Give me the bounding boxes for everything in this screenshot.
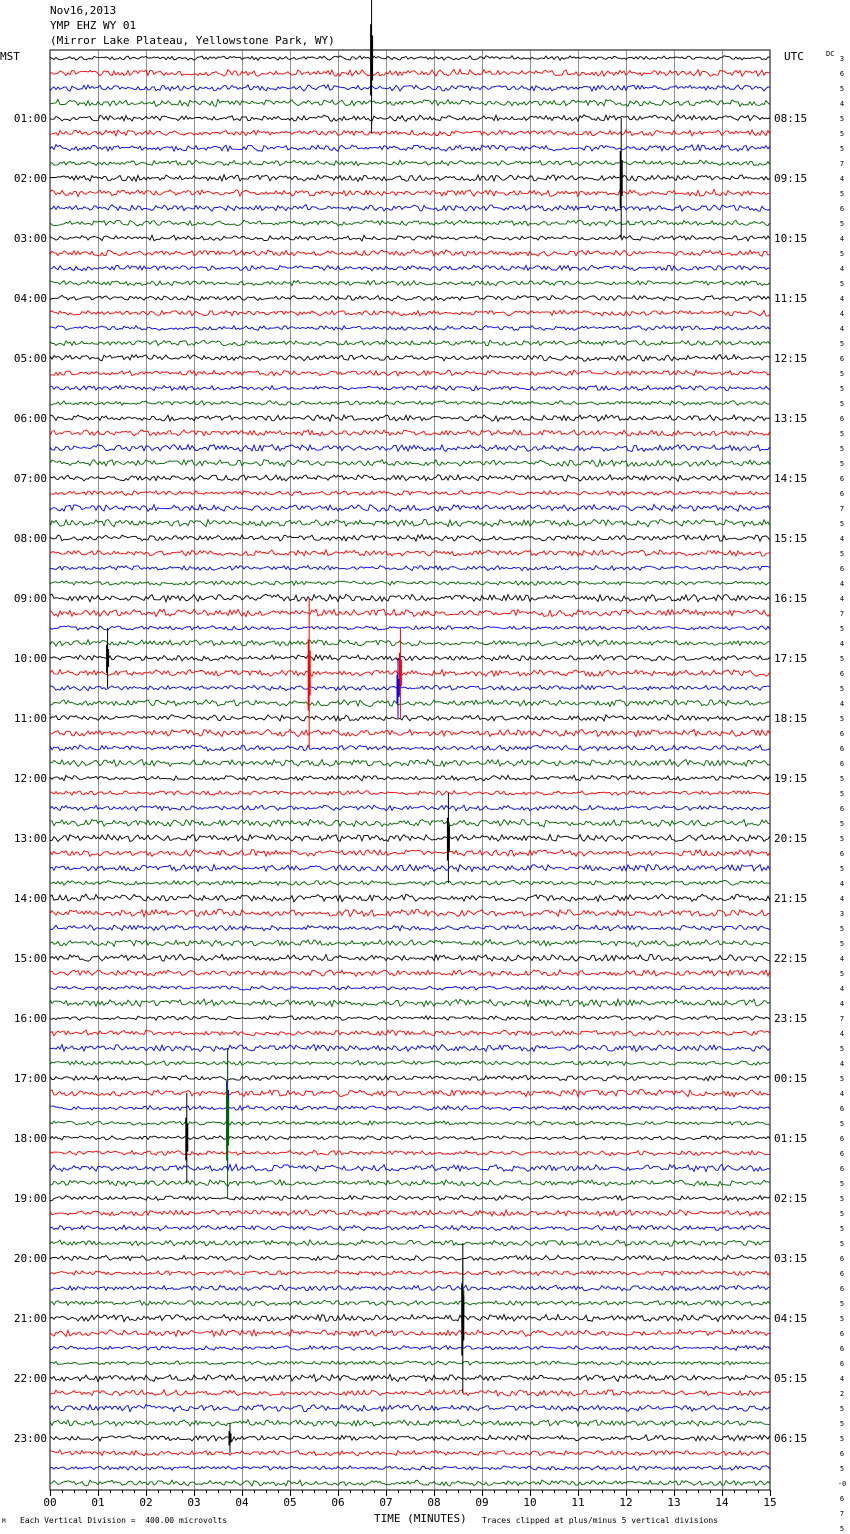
dc-offset-label: 4 <box>839 880 845 888</box>
utc-hour-label: 22:15 <box>774 952 808 965</box>
utc-hour-label: 21:15 <box>774 892 808 905</box>
seismic-trace <box>50 700 770 707</box>
seismic-trace <box>50 190 770 197</box>
dc-offset-label: 6 <box>839 760 845 768</box>
dc-offset-label: 5 <box>839 550 845 558</box>
seismic-trace <box>50 1374 770 1381</box>
seismic-trace <box>50 1285 770 1291</box>
dc-offset-label: 4 <box>839 310 845 318</box>
dc-offset-label: 5 <box>839 790 845 798</box>
dc-offset-label: 5 <box>839 85 845 93</box>
seismic-trace <box>50 970 770 977</box>
seismic-trace <box>50 56 770 61</box>
x-tick-label: 09 <box>475 1496 489 1509</box>
seismic-trace <box>50 1089 770 1096</box>
dc-offset-label: 4 <box>839 1090 845 1098</box>
dc-offset-label: 5 <box>839 220 845 228</box>
seismic-trace <box>50 880 770 885</box>
dc-offset-label: 4 <box>839 1000 845 1008</box>
dc-offset-label: 6 <box>839 490 845 498</box>
seismic-trace <box>50 1180 770 1186</box>
trace-layer <box>50 56 770 1486</box>
dc-offset-label: 5 <box>839 280 845 288</box>
utc-hour-label: 10:15 <box>774 232 808 245</box>
seismic-trace <box>50 805 770 811</box>
dc-offset-label: 5 <box>839 430 845 438</box>
seismic-trace <box>50 894 770 902</box>
dc-offset-label: 7 <box>839 1015 845 1023</box>
dc-offset-label: 5 <box>839 1225 845 1233</box>
seismic-trace <box>50 1361 770 1365</box>
seismic-trace <box>50 340 770 346</box>
dc-offset-label: 5 <box>839 865 845 873</box>
mst-hour-label: 07:00 <box>13 472 47 485</box>
dc-offset-label: 6 <box>839 850 845 858</box>
mst-hour-label: 18:00 <box>13 1132 47 1145</box>
seismic-trace <box>50 265 770 271</box>
dc-offset-label: 6 <box>839 1135 845 1143</box>
seismic-trace <box>50 280 770 285</box>
dc-offset-label: 6 <box>839 1285 845 1293</box>
dc-offset-label: 5 <box>839 1525 845 1533</box>
seismic-trace <box>50 99 770 106</box>
seismic-trace <box>50 535 770 542</box>
dc-offset-label: 5 <box>839 370 845 378</box>
x-tick-label: 11 <box>571 1496 585 1509</box>
dc-offset-label: 5 <box>839 460 845 468</box>
dc-offset-label: 5 <box>839 145 845 153</box>
dc-offset-label: 6 <box>839 730 845 738</box>
seismic-trace <box>50 205 770 212</box>
seismic-trace <box>50 925 770 931</box>
seismic-trace <box>50 130 770 136</box>
dc-offset-label: 5 <box>839 775 845 783</box>
seismic-trace <box>50 445 770 452</box>
utc-hour-label: 23:15 <box>774 1012 808 1025</box>
dc-offset-label: 7 <box>839 1510 845 1518</box>
mst-hour-label: 10:00 <box>13 652 47 665</box>
utc-hour-label: 13:15 <box>774 412 808 425</box>
utc-hour-label: 20:15 <box>774 832 808 845</box>
dc-offset-label: 4 <box>839 1060 845 1068</box>
seismic-trace <box>50 1346 770 1351</box>
axis-layer <box>43 1490 776 1509</box>
dc-offset-label: 4 <box>839 640 845 648</box>
header-station: YMP EHZ WY 01 <box>50 19 137 32</box>
seismic-trace <box>50 250 770 257</box>
seismic-trace <box>50 310 770 316</box>
mst-hour-label: 22:00 <box>13 1372 47 1385</box>
dc-offset-label: 5 <box>839 1195 845 1203</box>
mst-hour-label: 02:00 <box>13 172 47 185</box>
seismic-trace <box>50 1016 770 1021</box>
seismic-trace <box>50 626 770 630</box>
dc-offset-label: 4 <box>839 700 845 708</box>
seismic-trace <box>50 670 770 677</box>
x-tick-label: 04 <box>235 1496 249 1509</box>
scale-note: Each Vertical Division = 400.00 microvolts <box>20 1516 228 1525</box>
seismic-trace <box>50 1195 770 1200</box>
dc-offset-label: 4 <box>839 580 845 588</box>
seismic-trace <box>50 370 770 376</box>
seismic-trace <box>50 386 770 391</box>
seismic-trace <box>50 1435 770 1441</box>
seismic-trace <box>50 715 770 721</box>
dc-offset-label: 5 <box>839 1180 845 1188</box>
seismic-trace <box>50 220 770 226</box>
seismic-trace <box>50 1045 770 1052</box>
dc-offset-label: 6 <box>839 1450 845 1458</box>
utc-hour-label: 04:15 <box>774 1312 808 1325</box>
seismic-trace <box>50 1150 770 1155</box>
dc-offset-label: 4 <box>839 895 845 903</box>
seismic-trace <box>50 745 770 751</box>
seismic-trace <box>50 1390 770 1396</box>
mst-hour-label: 03:00 <box>13 232 47 245</box>
seismic-trace <box>50 685 770 691</box>
seismic-trace <box>50 1106 770 1111</box>
seismic-trace <box>50 145 770 152</box>
x-tick-label: 05 <box>283 1496 297 1509</box>
seismic-trace <box>50 1255 770 1260</box>
dc-offset-label: 5 <box>839 925 845 933</box>
dc-offset-label: 4 <box>839 175 845 183</box>
mst-zone-label: MST <box>0 50 20 63</box>
dc-offset-label: 6 <box>839 205 845 213</box>
dc-offset-label: 7 <box>839 610 845 618</box>
dc-offset-label: 6 <box>839 745 845 753</box>
dc-offset-label: 6 <box>839 1495 845 1503</box>
dc-offset-label: 5 <box>839 445 845 453</box>
seismic-trace <box>50 1136 770 1141</box>
dc-offset-label: 6 <box>839 1165 845 1173</box>
seismic-trace <box>50 609 770 616</box>
seismic-trace <box>50 986 770 990</box>
dc-offset-label: 5 <box>839 625 845 633</box>
utc-hour-label: 01:15 <box>774 1132 808 1145</box>
seismic-trace <box>50 1315 770 1322</box>
event-spike <box>229 1423 231 1453</box>
plot-frame <box>50 50 770 1490</box>
x-tick-label: 02 <box>139 1496 153 1509</box>
utc-hour-label: 17:15 <box>774 652 808 665</box>
mst-hour-label: 08:00 <box>13 532 47 545</box>
dc-offset-label: 5 <box>839 1240 845 1248</box>
dc-offset-label: 5 <box>839 520 845 528</box>
seismic-trace <box>50 430 770 436</box>
dc-offset-label: 6 <box>839 1330 845 1338</box>
mst-hour-label: 20:00 <box>13 1252 47 1265</box>
x-tick-label: 12 <box>619 1496 633 1509</box>
seismic-trace <box>50 1466 770 1471</box>
utc-hour-label: 08:15 <box>774 112 808 125</box>
dc-offset-label: 6 <box>839 475 845 483</box>
x-tick-label: 08 <box>427 1496 441 1509</box>
seismic-trace <box>50 115 770 122</box>
mst-hour-label: 11:00 <box>13 712 47 725</box>
mst-hour-label: 23:00 <box>13 1432 47 1445</box>
dc-offset-label: 6 <box>839 355 845 363</box>
seismic-trace <box>50 594 770 602</box>
x-axis-title: TIME (MINUTES) <box>374 1512 467 1525</box>
utc-hour-label: 12:15 <box>774 352 808 365</box>
seismic-trace <box>50 295 770 300</box>
seismic-trace <box>50 640 770 646</box>
dc-offset-label: 4 <box>839 985 845 993</box>
dc-offset-label: 4 <box>839 100 845 108</box>
seismic-trace <box>50 326 770 331</box>
dc-offset-label: 5 <box>839 1315 845 1323</box>
event-spike <box>371 0 373 133</box>
dc-offset-label: 6 <box>839 670 845 678</box>
seismic-trace <box>50 550 770 556</box>
utc-zone-label: UTC <box>784 50 804 63</box>
utc-hour-label: 14:15 <box>774 472 808 485</box>
event-spike <box>227 1048 229 1198</box>
dc-offset-label: 2 <box>839 1390 845 1398</box>
dc-offset-label: 7 <box>839 505 845 513</box>
utc-hour-label: 19:15 <box>774 772 808 785</box>
corner-mark: M <box>2 1518 6 1525</box>
utc-hour-label: 16:15 <box>774 592 808 605</box>
dc-offset-label: 6 <box>839 415 845 423</box>
seismic-trace <box>50 1164 770 1171</box>
seismic-trace <box>50 1061 770 1066</box>
utc-hour-label: 18:15 <box>774 712 808 725</box>
x-tick-label: 15 <box>763 1496 777 1509</box>
x-tick-label: 03 <box>187 1496 201 1509</box>
dc-offset-label: 5 <box>839 250 845 258</box>
dc-offset-label: 4 <box>839 295 845 303</box>
seismic-trace <box>50 504 770 511</box>
dc-offset-label: 5 <box>839 1465 845 1473</box>
dc-offset-label: 6 <box>839 805 845 813</box>
seismic-trace <box>50 655 770 661</box>
seismic-trace <box>50 909 770 916</box>
dc-offset-label: 6 <box>839 1345 845 1353</box>
event-spike <box>620 118 622 238</box>
x-tick-label: 01 <box>91 1496 105 1509</box>
seismic-trace <box>50 791 770 796</box>
dc-offset-label: 5 <box>839 1120 845 1128</box>
mst-hour-label: 17:00 <box>13 1072 47 1085</box>
mst-hour-label: 09:00 <box>13 592 47 605</box>
seismic-trace <box>50 954 770 961</box>
x-tick-label: 00 <box>43 1496 57 1509</box>
dc-offset-label: 5 <box>839 130 845 138</box>
seismic-trace <box>50 940 770 947</box>
utc-hour-label: 00:15 <box>774 1072 808 1085</box>
seismic-trace <box>50 1271 770 1276</box>
utc-hour-label: 05:15 <box>774 1372 808 1385</box>
dc-offset-label: 5 <box>839 1045 845 1053</box>
utc-hour-label: 06:15 <box>774 1432 808 1445</box>
dc-offset-label: 5 <box>839 340 845 348</box>
dc-offset-label: 6 <box>839 1360 845 1368</box>
mst-hour-label: 21:00 <box>13 1312 47 1325</box>
dc-offset-label: 7 <box>839 160 845 168</box>
dc-offset-label: 6 <box>839 1270 845 1278</box>
x-tick-label: 14 <box>715 1496 729 1509</box>
dc-offset-label: 5 <box>839 1435 845 1443</box>
seismic-trace <box>50 1450 770 1456</box>
dc-offset-label: 4 <box>839 955 845 963</box>
seismic-trace <box>50 1480 770 1486</box>
seismic-trace <box>50 819 770 826</box>
dc-offset-label: 5 <box>839 1405 845 1413</box>
dc-offset-label: 5 <box>839 715 845 723</box>
seismic-trace <box>50 729 770 736</box>
clip-note: Traces clipped at plus/minus 5 vertical divisions <box>482 1516 719 1525</box>
dc-offset-label: 4 <box>839 1375 845 1383</box>
seismic-trace <box>50 865 770 872</box>
seismic-trace <box>50 235 770 241</box>
mst-hour-label: 15:00 <box>13 952 47 965</box>
dc-label: DC <box>826 50 835 58</box>
event-spike <box>107 628 109 688</box>
dc-offset-label: 5 <box>839 1210 845 1218</box>
dc-offset-label: 5 <box>839 655 845 663</box>
dc-offset-label: -0 <box>837 1480 847 1488</box>
dc-offset-label: 4 <box>839 265 845 273</box>
mst-hour-label: 04:00 <box>13 292 47 305</box>
event-spike <box>462 1243 464 1393</box>
dc-offset-label: 5 <box>839 970 845 978</box>
grid-layer <box>50 50 770 1490</box>
seismic-trace <box>50 475 770 482</box>
utc-hour-label: 11:15 <box>774 292 808 305</box>
utc-hour-label: 03:15 <box>774 1252 808 1265</box>
seismic-trace <box>50 1330 770 1337</box>
dc-offset-label: 3 <box>839 910 845 918</box>
seismic-trace <box>50 355 770 362</box>
header-location: (Mirror Lake Plateau, Yellowstone Park, WY) <box>50 34 335 47</box>
x-tick-label: 13 <box>667 1496 681 1509</box>
mst-hour-label: 01:00 <box>13 112 47 125</box>
dc-offset-label: 6 <box>839 1255 845 1263</box>
dc-offset-label: 4 <box>839 535 845 543</box>
mst-hour-label: 06:00 <box>13 412 47 425</box>
seismic-trace <box>50 566 770 571</box>
seismic-trace <box>50 1210 770 1216</box>
seismic-trace <box>50 775 770 780</box>
seismic-trace <box>50 520 770 527</box>
x-tick-label: 10 <box>523 1496 537 1509</box>
x-tick-label: 07 <box>379 1496 393 1509</box>
dc-offset-label: 4 <box>839 1030 845 1038</box>
dc-offset-label: 6 <box>839 70 845 78</box>
seismic-trace <box>50 1405 770 1412</box>
event-spike <box>397 658 399 718</box>
seismic-trace <box>50 1240 770 1246</box>
seismic-trace <box>50 849 770 856</box>
seismic-trace <box>50 760 770 767</box>
dc-offset-label: 5 <box>839 1420 845 1428</box>
utc-hour-label: 09:15 <box>774 172 808 185</box>
seismic-trace <box>50 1225 770 1230</box>
dc-offset-label: 5 <box>839 685 845 693</box>
seismic-trace <box>50 834 770 841</box>
seismic-trace <box>50 401 770 406</box>
dc-offset-label: 6 <box>839 1150 845 1158</box>
x-tick-label: 06 <box>331 1496 345 1509</box>
mst-hour-label: 16:00 <box>13 1012 47 1025</box>
dc-offset-label: 5 <box>839 835 845 843</box>
dc-offset-label: 6 <box>839 565 845 573</box>
seismic-trace <box>50 85 770 92</box>
dc-offset-label: 6 <box>839 1105 845 1113</box>
seismic-trace <box>50 1030 770 1036</box>
header-date: Nov16,2013 <box>50 4 117 17</box>
seismic-trace <box>50 160 770 166</box>
dc-offset-label: 4 <box>839 235 845 243</box>
dc-offset-label: 5 <box>839 385 845 393</box>
seismic-trace <box>50 1121 770 1126</box>
dc-offset-label: 5 <box>839 820 845 828</box>
dc-offset-label: 5 <box>839 1300 845 1308</box>
dc-offset-label: 5 <box>839 1075 845 1083</box>
seismic-trace <box>50 1076 770 1081</box>
seismic-trace <box>50 999 770 1007</box>
dc-offset-label: 4 <box>839 595 845 603</box>
dc-offset-label: 5 <box>839 940 845 948</box>
seismic-trace <box>50 1420 770 1427</box>
dc-offset-label: 5 <box>839 115 845 123</box>
mst-hour-label: 19:00 <box>13 1192 47 1205</box>
label-layer <box>14 55 846 1534</box>
mst-hour-label: 12:00 <box>13 772 47 785</box>
mst-hour-label: 13:00 <box>13 832 47 845</box>
dc-offset-label: 5 <box>839 400 845 408</box>
seismic-trace <box>50 460 770 467</box>
utc-hour-label: 15:15 <box>774 532 808 545</box>
seismic-trace <box>50 581 770 585</box>
dc-offset-label: 4 <box>839 325 845 333</box>
dc-offset-label: 5 <box>839 190 845 198</box>
seismic-trace <box>50 415 770 422</box>
event-layer <box>107 0 623 1453</box>
mst-hour-label: 05:00 <box>13 352 47 365</box>
seismic-trace <box>50 491 770 496</box>
seismic-trace <box>50 1301 770 1306</box>
utc-hour-label: 02:15 <box>774 1192 808 1205</box>
dc-offset-label: 3 <box>839 55 845 63</box>
event-spike <box>308 598 310 748</box>
seismic-trace <box>50 69 770 76</box>
mst-hour-label: 14:00 <box>13 892 47 905</box>
seismic-trace <box>50 175 770 182</box>
